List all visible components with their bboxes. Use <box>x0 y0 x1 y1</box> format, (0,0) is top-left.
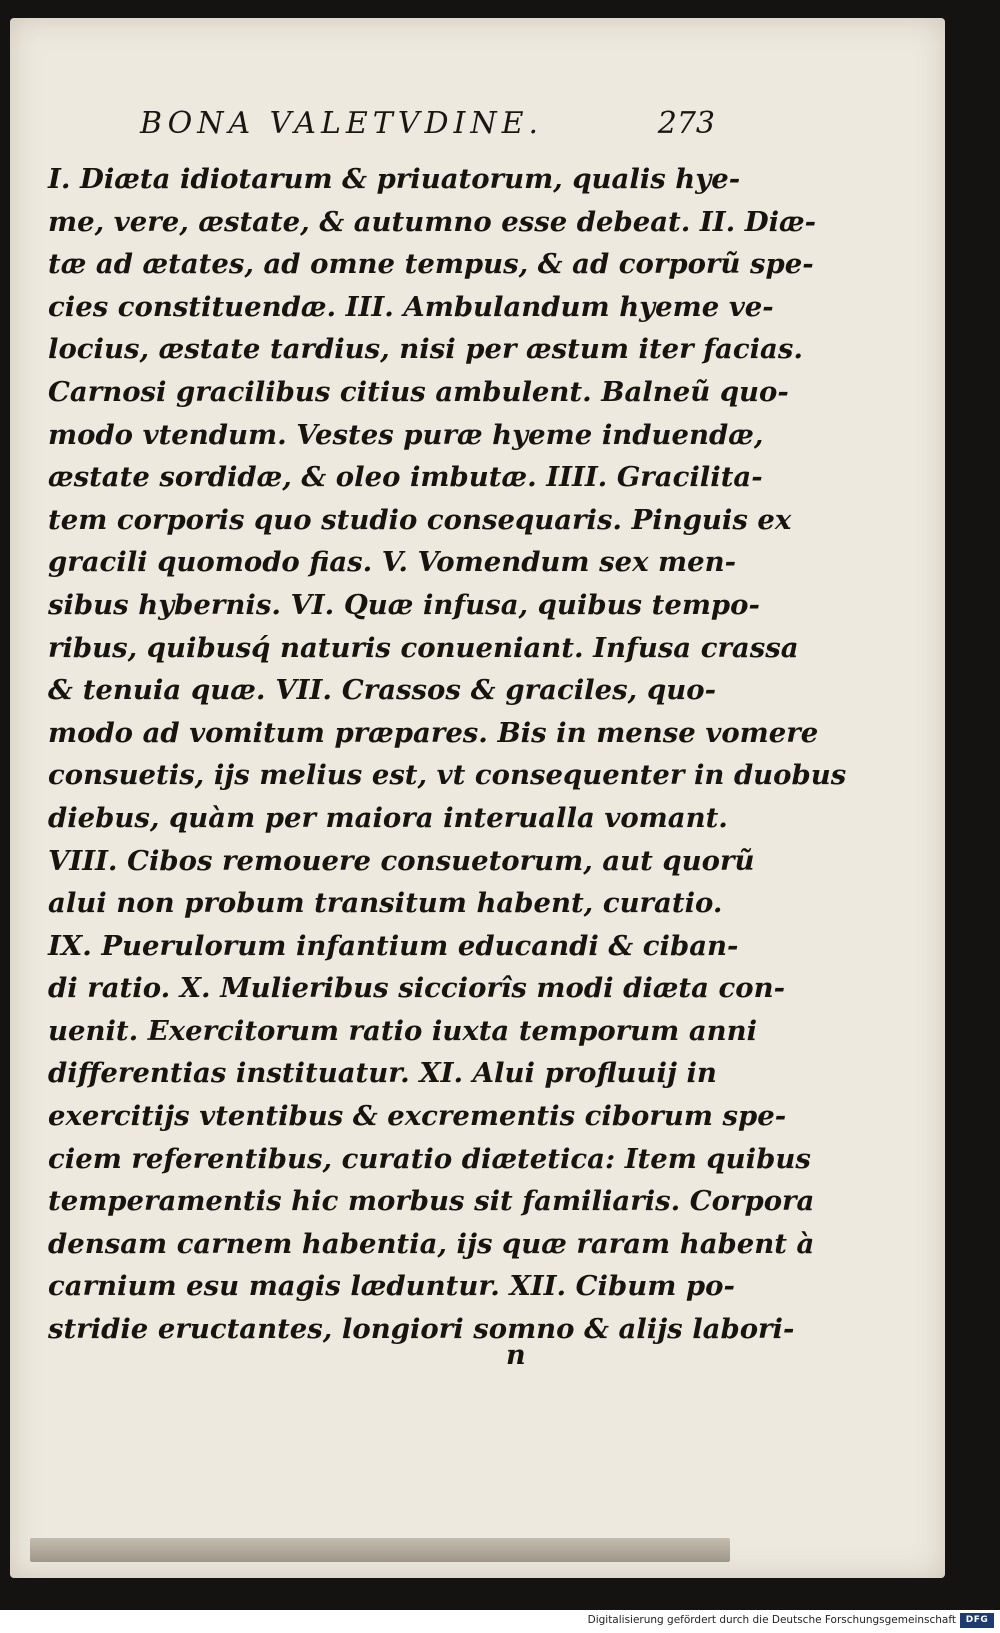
text-line: uenit. Exercitorum ratio iuxta temporum anni <box>48 1014 758 1047</box>
page-number: 273 <box>657 106 715 141</box>
page-edge-shadow <box>30 1538 730 1562</box>
text-line: gracili quomodo fias. V. Vomendum sex men- <box>48 546 737 579</box>
catchword: n <box>506 1340 526 1371</box>
text-line: locius, æstate tardius, nisi per æstum iter facias. <box>48 333 803 366</box>
text-line: modo ad vomitum præpares. Bis in mense vomere <box>48 716 819 749</box>
dfg-logo: DFG <box>960 1613 994 1628</box>
text-line: me, vere, æstate, & autumno esse debeat. II. Diæ- <box>48 205 817 238</box>
running-head <box>140 106 715 146</box>
book-page <box>10 18 945 1578</box>
text-line: æstate sordidæ, & oleo imbutæ. IIII. Gracilita- <box>48 461 763 494</box>
text-line: di ratio. X. Mulieribus sicciorîs modi diæta con- <box>48 972 786 1005</box>
text-line: temperamentis hic morbus sit familiaris. Corpora <box>48 1185 815 1218</box>
footer-credit: Digitalisierung gefördert durch die Deutsche Forschungsgemeinschaft <box>587 1614 956 1626</box>
text-line: tem corporis quo studio consequaris. Pinguis ex <box>48 503 792 536</box>
text-line: differentias instituatur. XI. Alui profluuij in <box>48 1057 717 1090</box>
text-line: IX. Puerulorum infantium educandi & ciban- <box>48 929 739 962</box>
text-line: sibus hybernis. VI. Quæ infusa, quibus tempo- <box>48 588 760 621</box>
running-title: BONA VALETVDINE. <box>140 106 544 141</box>
text-line: consuetis, ijs melius est, vt consequenter in duobus <box>48 759 847 792</box>
text-line: exercitijs vtentibus & excrementis ciborum spe- <box>48 1100 787 1133</box>
text-line: I. Diæta idiotarum & priuatorum, qualis hye- <box>48 163 741 195</box>
text-line: alui non probum transitum habent, curatio. <box>48 887 723 920</box>
text-line: densam carnem habentia, ijs quæ raram habent à <box>48 1227 815 1260</box>
text-line: & tenuia quæ. VII. Crassos & graciles, quo- <box>48 674 716 707</box>
text-line: carnium esu magis læduntur. XII. Cibum po- <box>48 1270 735 1303</box>
text-line: tæ ad ætates, ad omne tempus, & ad corporũ spe- <box>48 248 814 281</box>
text-line: modo vtendum. Vestes puræ hyeme induendæ, <box>48 418 764 451</box>
text-line: Carnosi gracilibus citius ambulent. Balneũ quo- <box>48 375 789 408</box>
text-line: VIII. Cibos remouere consuetorum, aut quorũ <box>48 844 755 877</box>
text-line: cies constituendæ. III. Ambulandum hyeme ve- <box>48 290 774 323</box>
text-line: ribus, quibusq́ naturis conueniant. Infusa crassa <box>48 631 799 664</box>
footer-bar <box>0 1610 1000 1633</box>
text-line: stridie eructantes, longiori somno & alijs labori- <box>48 1313 795 1346</box>
text-line: ciem referentibus, curatio diætetica: Item quibus <box>48 1142 811 1175</box>
text-line: diebus, quàm per maiora interualla vomant. <box>48 801 728 834</box>
body-text <box>48 158 847 1351</box>
